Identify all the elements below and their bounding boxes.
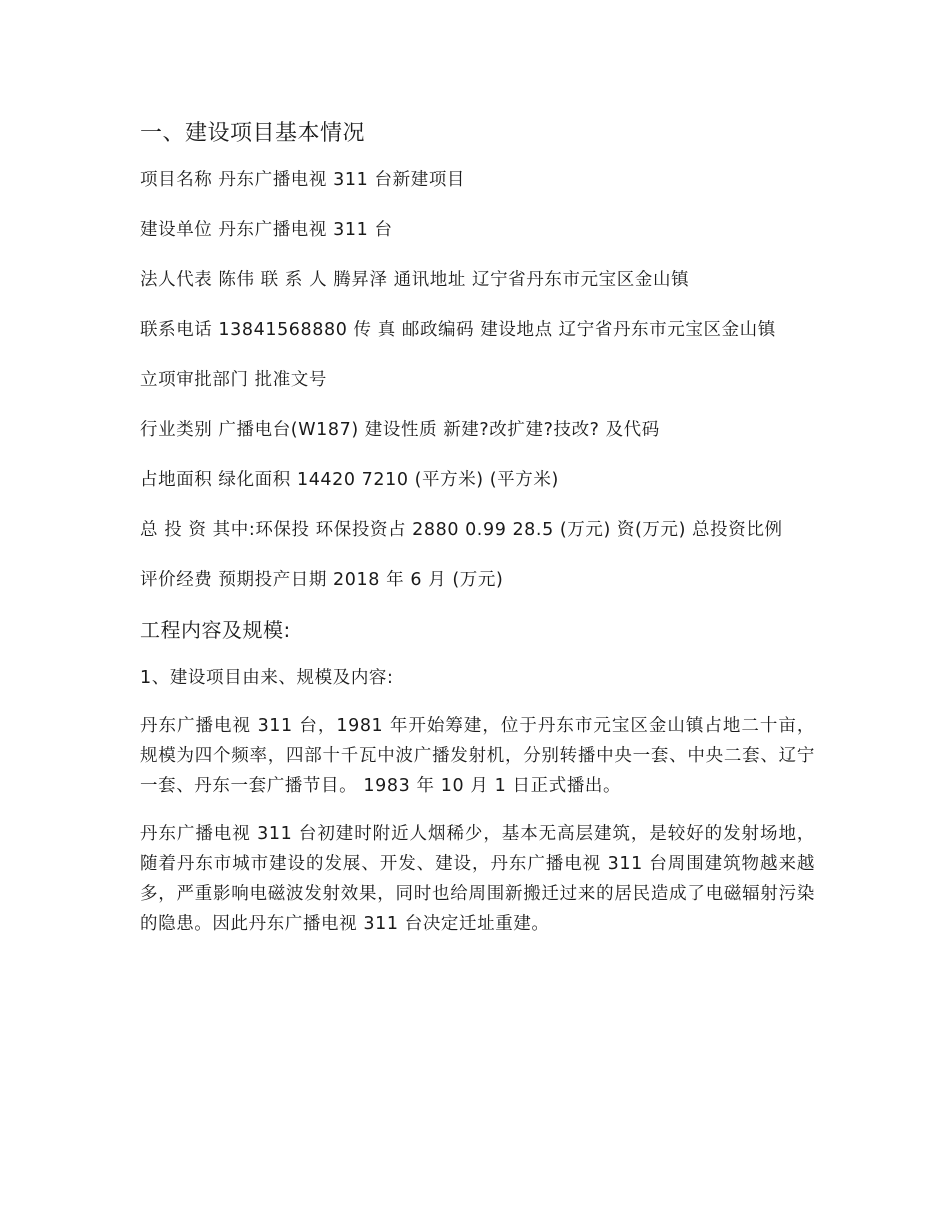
field-label: 联 系 人 — [260, 270, 328, 290]
field-label: 法人代表 — [140, 270, 213, 290]
field-label: 评价经费 — [140, 570, 213, 590]
field-unit: (平方米) — [489, 470, 559, 490]
field-value: 腾昇泽 — [333, 270, 388, 290]
field-value: 辽宁省丹东市元宝区金山镇 — [558, 320, 776, 340]
field-industry-row — [140, 415, 815, 445]
field-label: 立项审批部门 — [140, 370, 249, 390]
field-label: 环保投资占 — [315, 520, 407, 540]
field-label: 及代码 — [605, 420, 660, 440]
field-label: 总投资比例 — [692, 520, 783, 540]
field-approval-row — [140, 365, 815, 395]
field-label: 总 投 资 — [140, 520, 207, 540]
field-value: 丹东广播电视 311 台 — [218, 220, 393, 240]
field-label: 占地面积 — [140, 470, 213, 490]
field-label: 批准文号 — [254, 370, 328, 390]
field-value: 绿化面积 14420 — [218, 470, 356, 490]
scope-title: 工程内容及规模: — [140, 618, 291, 642]
field-unit: (平方米) — [414, 470, 484, 490]
field-value: 13841568880 — [218, 320, 348, 340]
field-value: 28.5 — [512, 520, 554, 540]
field-budget-row — [140, 565, 815, 595]
field-label: 建设地点 — [480, 320, 553, 340]
field-contact-row — [140, 315, 815, 345]
document-body — [140, 118, 815, 957]
field-project-name — [140, 165, 815, 195]
field-label: 邮政编码 — [401, 320, 475, 340]
field-value: 辽宁省丹东市元宝区金山镇 — [471, 270, 690, 290]
field-label: 联系电话 — [140, 320, 213, 340]
subsection-title: 1、建设项目由来、规模及内容: — [140, 668, 394, 688]
field-label: 项目名称 — [140, 170, 213, 190]
field-value: 新建?改扩建?技改? — [443, 420, 600, 440]
field-value: 7210 — [361, 470, 409, 490]
field-value: 0.99 — [465, 520, 507, 540]
field-label: 通讯地址 — [393, 270, 466, 290]
field-investment-row — [140, 515, 815, 545]
field-label: 建设单位 — [140, 220, 213, 240]
paragraph-relocation: 丹东广播电视 311 台初建时附近人烟稀少，基本无高层建筑，是较好的发射场地，随着丹东市城市建设的发展、开发、建设，丹东广播电视 311 台周围建筑物越来越多，严重影响电磁波发射效果，同时也给周围新搬迁过来的居民造成了电磁辐射污染的隐患。因此丹东广播电视 311 台决定迁址重建。 — [140, 824, 815, 934]
field-legal-rep-row — [140, 265, 815, 295]
field-construction-unit — [140, 215, 815, 245]
field-value: 陈伟 — [218, 270, 255, 290]
field-value: 2018 年 6 月 — [333, 570, 447, 590]
field-value: 丹东广播电视 311 台新建项目 — [218, 170, 466, 190]
field-label: 建设性质 — [364, 420, 438, 440]
field-area-row — [140, 465, 815, 495]
field-unit: (万元) — [559, 520, 611, 540]
field-value: 2880 — [412, 520, 460, 540]
field-label: 预期投产日期 — [218, 570, 328, 590]
field-label: 传 真 — [353, 320, 396, 340]
field-label: 行业类别 — [140, 420, 213, 440]
field-unit: (万元) — [452, 570, 504, 590]
field-unit: 资(万元) — [616, 520, 687, 540]
section-title: 一、建设项目基本情况 — [140, 121, 366, 146]
paragraph-history: 丹东广播电视 311 台，1981 年开始筹建，位于丹东市元宝区金山镇占地二十亩，规模为四个频率，四部十千瓦中波广播发射机，分别转播中央一套、中央二套、辽宁一套、丹东一套广播节目。 1983 年 10 月 1 日正式播出。 — [140, 716, 815, 796]
field-label: 其中:环保投 — [212, 520, 310, 540]
field-value: 广播电台(W187) — [218, 420, 359, 440]
